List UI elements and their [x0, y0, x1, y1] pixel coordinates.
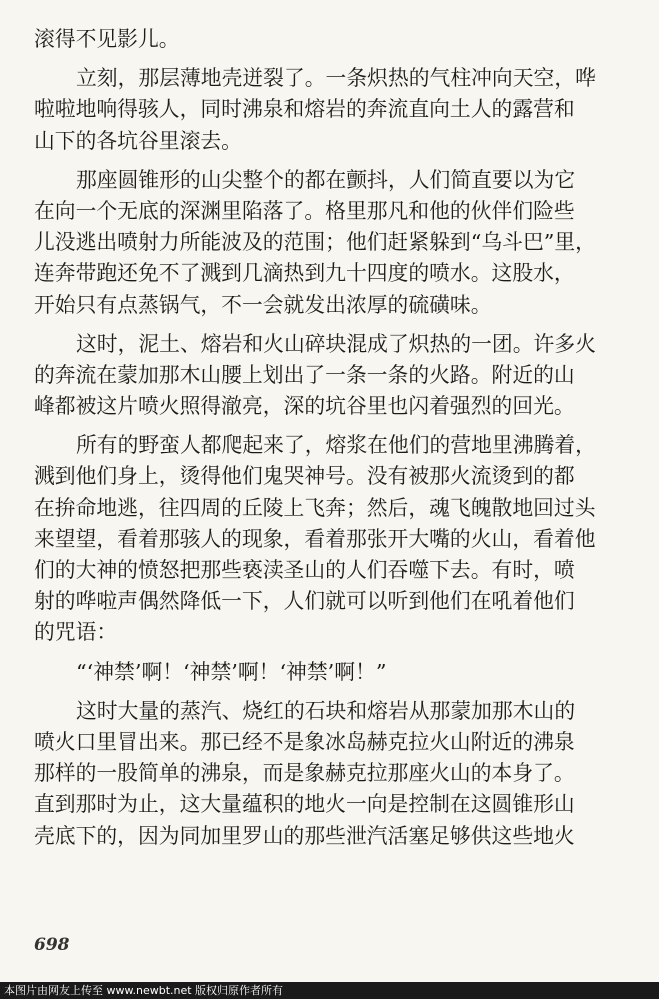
text-line: 的咒语： — [34, 620, 118, 645]
text-line: 射的哗啦声偶然降低一下，人们就可以听到他们在吼着他们 — [34, 589, 575, 614]
footer-watermark: 本图片由网友上传至 www.newbt.net 版权归原作者所有 — [0, 982, 659, 999]
text-line: 喷火口里冒出来。那已经不是象冰岛赫克拉火山附近的沸泉 — [34, 729, 575, 754]
body-text — [34, 24, 626, 852]
text-line: 山下的各坑谷里滚去。 — [34, 128, 242, 153]
text-line: 的奔流在蒙加那木山腰上划出了一条一条的火路。附近的山 — [34, 362, 575, 387]
text-line: 这时大量的蒸汽、烧红的石块和熔岩从那蒙加那木山的 — [76, 698, 576, 723]
text-line: 在向一个无底的深渊里陷落了。格里那凡和他的伙伴们险些 — [34, 198, 575, 223]
text-line: 啦啦地响得骇人，同时沸泉和熔岩的奔流直向土人的露营和 — [34, 97, 575, 122]
text-line: 开始只有点蒸锅气，不一会就发出浓厚的硫磺味。 — [34, 292, 492, 317]
text-line: 滚得不见影儿。 — [34, 27, 180, 51]
text-line: 所有的野蛮人都爬起来了，熔浆在他们的营地里沸腾着， — [76, 433, 596, 458]
page-number: 698 — [34, 935, 70, 955]
text-line: 连奔带跑还免不了溅到几滴热到九十四度的喷水。这股水， — [34, 261, 575, 286]
text-line: 儿没逃出喷射力所能波及的范围；他们赶紧躲到“乌斗巴”里， — [34, 230, 596, 255]
text-line: 们的大神的愤怒把那些亵渎圣山的人们吞噬下去。有时，喷 — [34, 558, 575, 582]
text-line: 这时，泥土、熔岩和火山碎块混成了炽热的一团。许多火 — [76, 331, 596, 356]
text-line: 来望望，看着那骇人的现象，看着那张开大嘴的火山，看着他 — [34, 526, 596, 551]
text-line: 那座圆锥形的山尖整个的都在颤抖，人们简直要以为它 — [76, 167, 576, 192]
text-line: 在拚命地逃，往四周的丘陵上飞奔；然后，魂飞魄散地回过头 — [34, 495, 596, 520]
text-line: 直到那时为止，这大量蕴积的地火一向是控制在这圆锥形山 — [34, 792, 575, 817]
text-line: “‘神禁’啊！‘神禁’啊！‘神禁’啊！” — [76, 659, 387, 684]
text-line: 壳底下的，因为同加里罗山的那些泄汽活塞足够供这些地火 — [34, 823, 575, 848]
text-line: 溅到他们身上，烫得他们鬼哭神号。没有被那火流烫到的都 — [34, 464, 575, 489]
text-line: 那样的一股简单的沸泉，而是象赫克拉那座火山的本身了。 — [34, 761, 575, 786]
text-line: 立刻，那层薄地壳迸裂了。一条炽热的气柱冲向天空，哗 — [76, 66, 596, 91]
text-line: 峰都被这片喷火照得澈亮，深的坑谷里也闪着强烈的回光。 — [34, 394, 575, 419]
